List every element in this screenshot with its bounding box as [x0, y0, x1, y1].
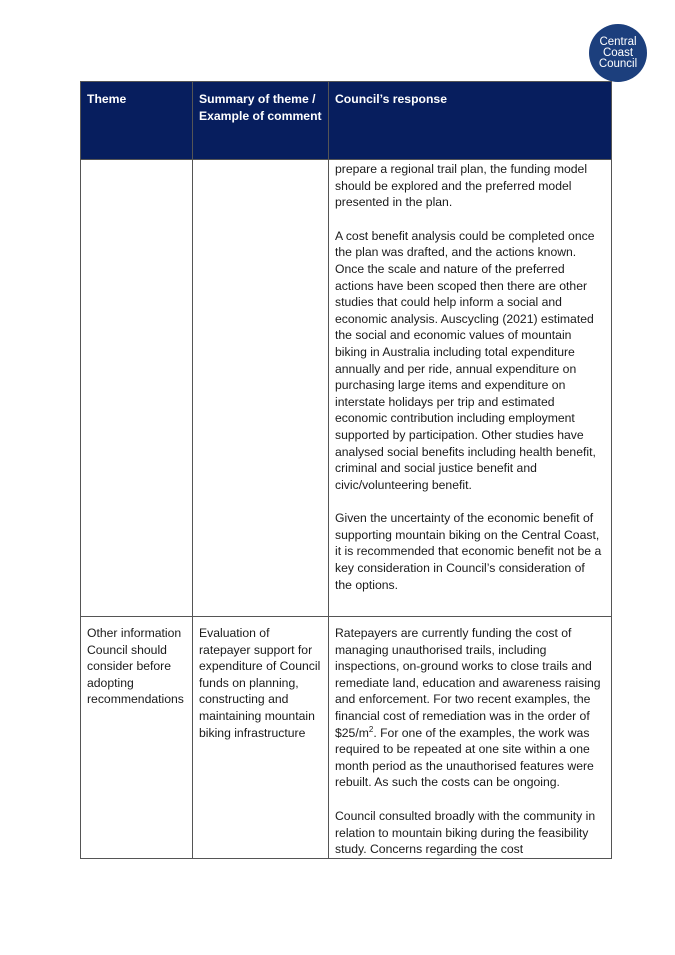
header-theme: Theme: [81, 82, 193, 160]
superscript: 2: [368, 724, 374, 734]
header-summary: Summary of theme / Example of comment: [193, 82, 329, 160]
consultation-response-table: [80, 81, 612, 859]
response-paragraph: A cost benefit analysis could be completed once the plan was drafted, and the actions known. Once the scale and nature of the preferred actions have been scoped then there are other studies that could help inform a social and economic analysis. Auscycling (2021) estimated the social and economic values of mountain biking in Australia including total expenditure annually and per ride, annual expenditure on purchasing large items and expenditure on interstate holidays per trip and estimated economic contribution including employment supported by participation. Other studies have analysed social benefits including health benefit, criminal and social justice benefit and civic/volunteering benefit.: [335, 228, 596, 492]
table-row: [81, 160, 612, 617]
theme-cell: Other information Council should consider before adopting recommendations: [81, 617, 193, 859]
response-paragraph: Given the uncertainty of the economic benefit of supporting mountain biking on the Central Coast, it is recommended that economic benefit not be a key consideration in Council’s consideration of the options.: [335, 511, 602, 592]
logo-line-council: Council: [598, 57, 638, 70]
response-paragraph: prepare a regional trail plan, the funding model should be explored and the preferred model presented in the plan.: [335, 162, 588, 210]
council-logo: [589, 24, 647, 82]
header-response: Council’s response: [329, 82, 612, 160]
response-cell: [329, 617, 612, 859]
response-text: Ratepayers are currently funding the cost of managing unauthorised trails, including inspections, on-ground works to close trails and remediate land, education and awareness raising and enforcement. For two recent examples, the financial cost of remediation was in the order of $25/m: [335, 626, 601, 740]
table-row: [81, 617, 612, 859]
logo-line-central: Central: [599, 35, 637, 48]
response-text: . For one of the examples, the work was required to be repeated at one site within a one month period as the unauthorised features were rebuilt. As such the costs can be ongoing.: [335, 725, 594, 790]
theme-cell: [81, 160, 193, 617]
logo-line-coast: Coast: [602, 46, 634, 59]
summary-cell: [193, 160, 329, 617]
response-paragraph: Council consulted broadly with the community in relation to mountain biking during the feasibility study. Concerns regarding the cost: [335, 808, 596, 857]
table-header-row: [81, 82, 612, 160]
response-paragraph: [335, 625, 605, 791]
response-cell: [329, 160, 612, 617]
summary-cell: Evaluation of ratepayer support for expenditure of Council funds on planning, constructing and maintaining mountain biking infrastructure: [193, 617, 329, 859]
